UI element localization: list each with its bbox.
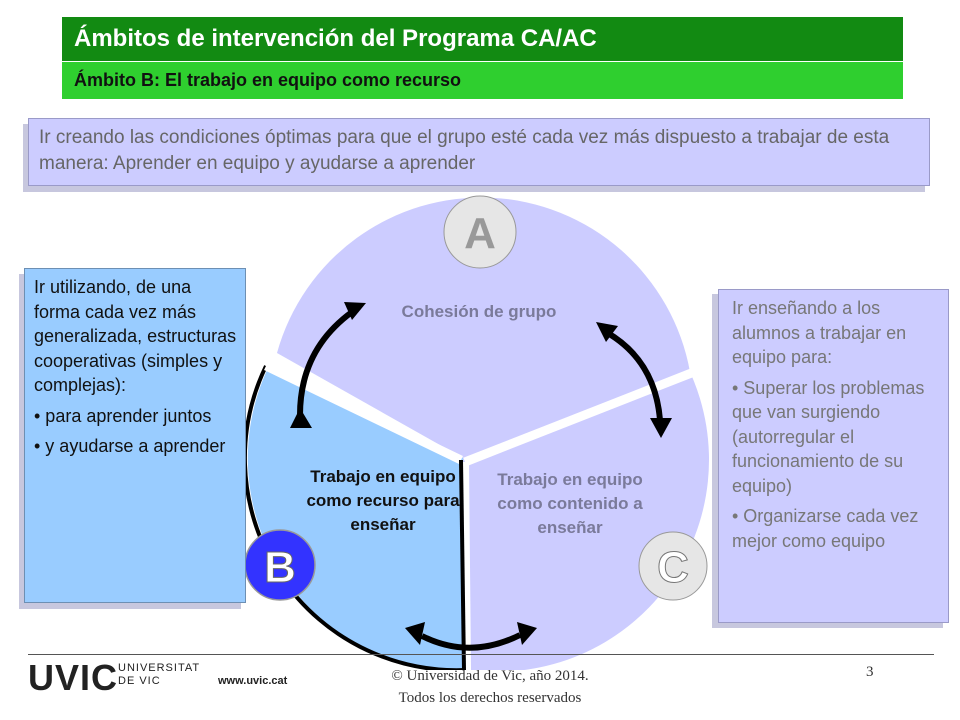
slide-title: Ámbitos de intervención del Programa CA/AC xyxy=(62,17,903,61)
segment-c-label: Trabajo en equipo como contenido a enseñar xyxy=(497,470,643,537)
segment-b-label: Trabajo en equipo como recurso para enseñar xyxy=(306,467,460,534)
slide-subtitle: Ámbito B: El trabajo en equipo como recurso xyxy=(62,62,903,99)
right-box-bullet: • Organizarse cada vez mejor como equipo xyxy=(732,506,919,551)
right-box-bullet: • Superar los problemas que van surgiendo (autorregular el funcionamiento de su equipo) xyxy=(732,377,925,496)
uvic-logo: UVIC xyxy=(28,657,119,698)
left-box-bullet: • y ayudarse a aprender xyxy=(34,436,226,456)
badge-b-icon: B xyxy=(264,543,296,592)
copyright-notice xyxy=(340,665,640,709)
copyright-line-2: Todos los derechos reservados xyxy=(398,690,582,706)
footer-divider xyxy=(28,654,934,655)
website-link[interactable]: www.uvic.cat xyxy=(218,675,288,687)
logo-sub-line-2: DE VIC xyxy=(118,675,161,687)
page-number: 3 xyxy=(866,664,874,680)
badge-c-icon: C xyxy=(657,543,689,592)
uvic-logo-subtitle xyxy=(118,662,200,688)
right-text-box xyxy=(718,289,949,623)
right-box-intro: Ir enseñando a los alumnos a trabajar en equipo para: xyxy=(732,298,907,367)
badge-a-icon: A xyxy=(464,209,496,258)
top-box-text: Ir creando las condiciones óptimas para que el grupo esté cada vez más dispuesto a trabajar de esta manera: Aprender en equipo y ayudarse a aprender xyxy=(39,127,890,174)
logo-sub-line-1: UNIVERSITAT xyxy=(118,662,201,674)
top-text-box xyxy=(28,118,930,186)
left-box-intro: Ir utilizando, de una forma cada vez más generalizada, estructuras cooperativas (simples y complejas): xyxy=(34,277,237,395)
cycle-diagram xyxy=(240,190,720,670)
left-text-box xyxy=(24,268,246,603)
segment-a-label: Cohesión de grupo xyxy=(401,302,557,321)
left-box-bullet: • para aprender juntos xyxy=(34,405,212,426)
copyright-line-1: © Universidad de Vic, año 2014. xyxy=(391,668,589,684)
